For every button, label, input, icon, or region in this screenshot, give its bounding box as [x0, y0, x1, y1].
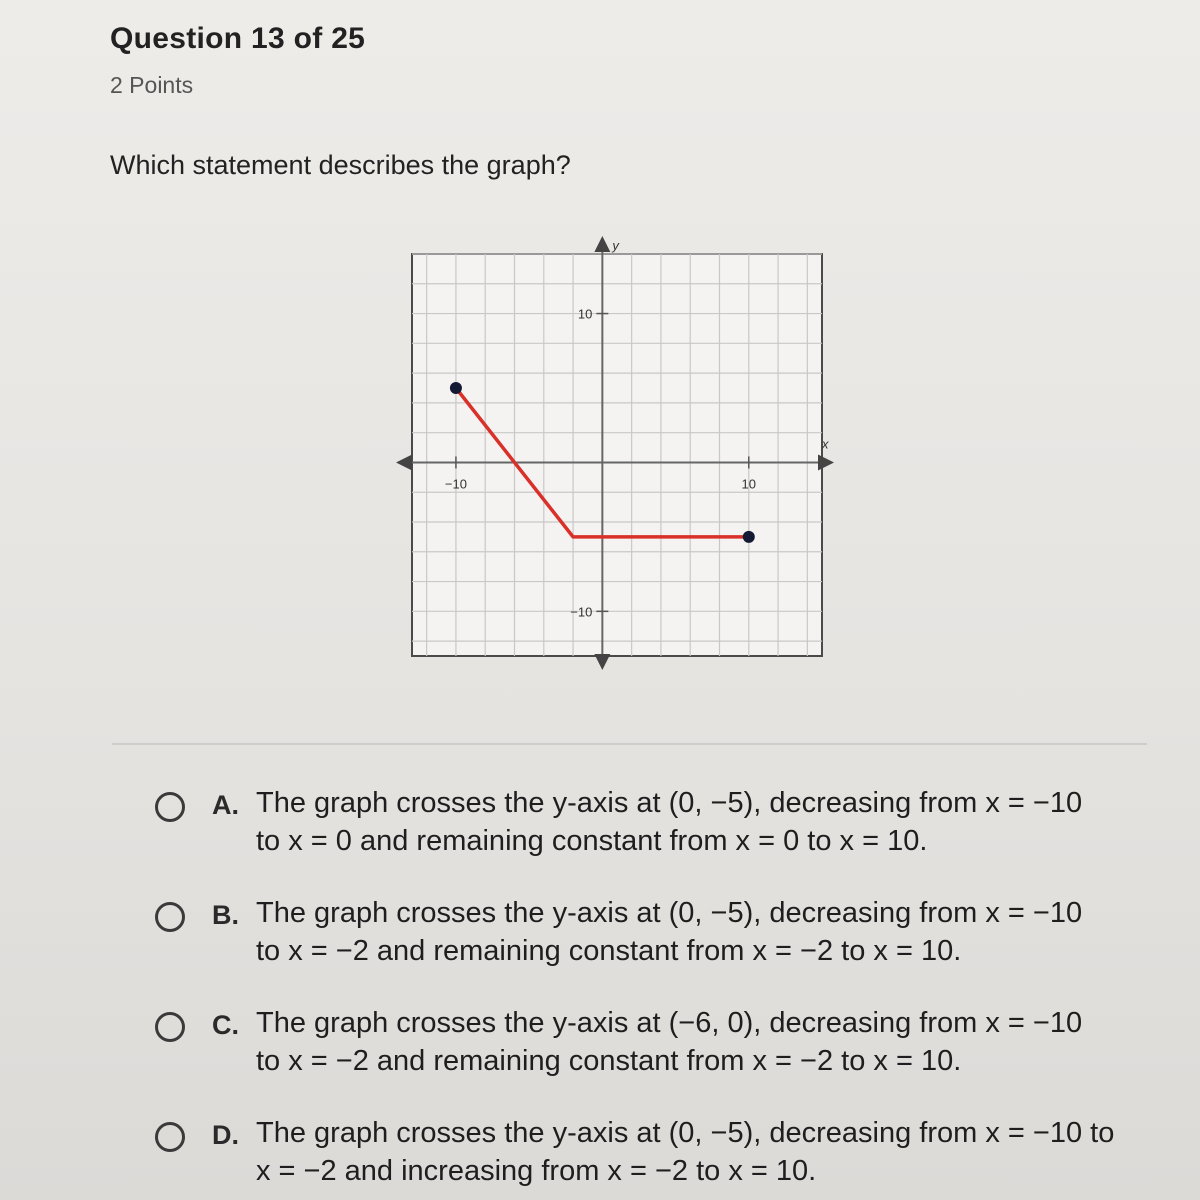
radio-button-d[interactable] [155, 1122, 185, 1152]
choice-text-line: The graph crosses the y-axis at (−6, 0), decreasing from x = −10 [256, 1007, 1083, 1039]
y-tick-label: 10 [577, 306, 593, 322]
choice-text-line: to x = −2 and remaining constant from x = −2 to x = 10. [256, 935, 962, 967]
choice-text-line: to x = 0 and remaining constant from x = 0 to x = 10. [256, 825, 928, 857]
y-axis-label: y [612, 238, 619, 253]
choice-text [256, 894, 1136, 970]
choice-text-line: to x = −2 and remaining constant from x = −2 to x = 10. [256, 1045, 962, 1077]
x-axis-arrow-right [818, 454, 834, 470]
choice-text-line: The graph crosses the y-axis at (0, −5), decreasing from x = −10 [256, 787, 1083, 819]
choice-letter: A. [212, 790, 239, 820]
choice-letter: B. [212, 900, 239, 930]
choice-c[interactable] [155, 992, 1195, 1102]
endpoint-dot [450, 382, 462, 394]
choice-text-line: The graph crosses the y-axis at (0, −5), decreasing from x = −10 to [256, 1117, 1115, 1149]
section-divider [112, 743, 1147, 745]
x-axis-label: x [822, 436, 829, 452]
choice-text [256, 1114, 1136, 1190]
choice-text-line: The graph crosses the y-axis at (0, −5), decreasing from x = −10 [256, 897, 1083, 929]
choice-text [256, 1004, 1136, 1080]
radio-button-b[interactable] [155, 902, 185, 932]
graph-svg [390, 232, 840, 672]
y-axis-arrow-down [594, 654, 610, 670]
choice-letter: C. [212, 1010, 239, 1040]
choice-letter: D. [212, 1120, 239, 1150]
question-points: 2 Points [110, 72, 194, 98]
radio-button-a[interactable] [155, 792, 185, 822]
radio-button-c[interactable] [155, 1012, 185, 1042]
answer-choices [155, 772, 1195, 1200]
question-title: Question 13 of 25 [110, 22, 366, 55]
choice-text-line: x = −2 and increasing from x = −2 to x = 10. [256, 1155, 817, 1187]
endpoint-dot [743, 531, 755, 543]
x-tick-label: −10 [444, 476, 467, 492]
choice-a[interactable] [155, 772, 1195, 882]
choice-d[interactable] [155, 1102, 1195, 1200]
y-axis-arrow-up [594, 236, 610, 252]
choice-b[interactable] [155, 882, 1195, 992]
y-tick-label: −10 [570, 604, 593, 620]
question-prompt: Which statement describes the graph? [110, 150, 571, 180]
graph-figure [390, 232, 840, 672]
graph-frame [412, 254, 822, 656]
x-tick-label: 10 [741, 476, 757, 492]
x-axis-arrow-left [396, 454, 412, 470]
question-header [110, 22, 365, 99]
choice-text [256, 784, 1136, 860]
